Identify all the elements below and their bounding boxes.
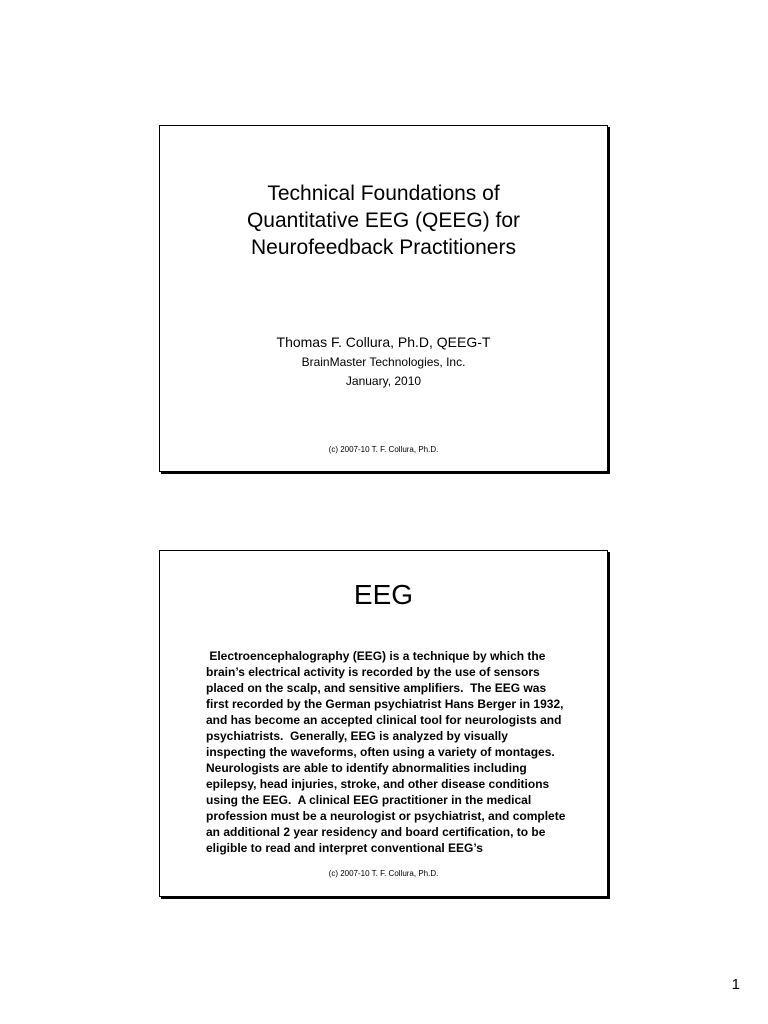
slide-2-body-line: Electroencephalography (EEG) is a technique by which the: [206, 649, 546, 663]
slide-1-copyright: (c) 2007-10 T. F. Collura, Ph.D.: [328, 445, 439, 454]
slide-2-body-line: using the EEG. A clinical EEG practitioner in the medical: [206, 793, 532, 807]
slide-2-body-line: and has become an accepted clinical tool for neurologists and: [206, 713, 562, 727]
slide-1-title: [160, 180, 607, 261]
slide-2-body-line: placed on the scalp, and sensitive amplifiers. The EEG was: [206, 681, 547, 695]
slide-1-author: Thomas F. Collura, Ph.D, QEEG-T: [276, 334, 491, 350]
page-number: 1: [731, 976, 740, 993]
slide-2-body-line: first recorded by the German psychiatrist Hans Berger in 1932,: [206, 697, 564, 711]
slide-1-title-line: Neurofeedback Practitioners: [251, 236, 516, 259]
slide-eeg: [159, 550, 608, 897]
slide-title: [159, 125, 608, 472]
slide-2-body-line: inspecting the waveforms, often using a variety of montages.: [206, 745, 555, 759]
slide-1-date: January, 2010: [345, 374, 422, 388]
slide-1-title-line: Quantitative EEG (QEEG) for: [246, 209, 521, 232]
slide-2-body-line: brain’s electrical activity is recorded by the use of sensors: [206, 665, 540, 679]
slide-2-body-line: Neurologists are able to identify abnormalities including: [206, 761, 527, 775]
slide-2-body-line: psychiatrists. Generally, EEG is analyzed by visually: [206, 729, 508, 743]
slide-2-body-line: an additional 2 year residency and board certification, to be: [206, 825, 546, 839]
slide-2-body-line: profession must be a neurologist or psychiatrist, and complete: [206, 809, 566, 823]
slide-1-company: BrainMaster Technologies, Inc.: [301, 355, 466, 369]
slide-2-body: [206, 648, 601, 856]
slide-1-title-line: Technical Foundations of: [267, 182, 500, 205]
slide-2-title: EEG: [353, 579, 414, 610]
slide-2-body-line: eligible to read and interpret conventional EEG’s: [206, 841, 483, 855]
slide-2-body-line: epilepsy, head injuries, stroke, and other disease conditions: [206, 777, 550, 791]
slide-2-copyright: (c) 2007-10 T. F. Collura, Ph.D.: [328, 869, 439, 878]
